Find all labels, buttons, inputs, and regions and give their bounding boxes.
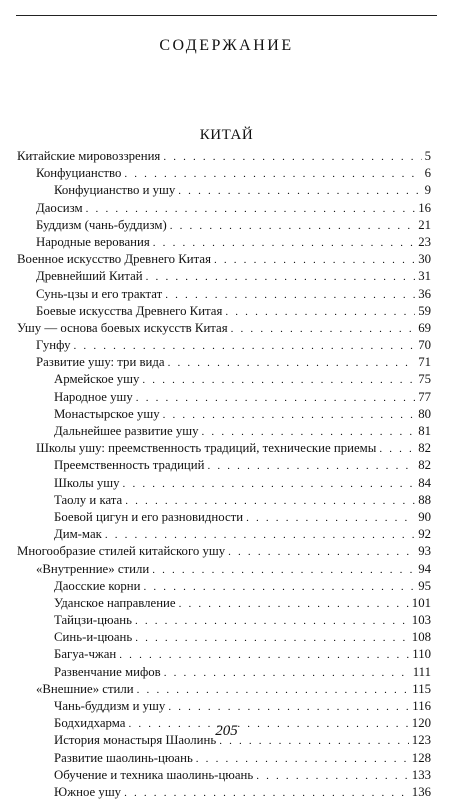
toc-dot-leader bbox=[124, 785, 409, 802]
toc-entry bbox=[17, 200, 431, 217]
toc-entry-title: Конфуцианство и ушу bbox=[54, 183, 176, 198]
toc-entry-title: Развитие шаолинь-цюань bbox=[54, 750, 193, 765]
toc-entry-title: Военное искусство Древнего Китая bbox=[17, 252, 211, 267]
toc-entry-title: Сунь-цзы и его трактат bbox=[36, 286, 163, 301]
toc-entry bbox=[17, 406, 431, 423]
table-of-contents bbox=[17, 148, 431, 801]
toc-dot-leader bbox=[123, 476, 416, 493]
toc-entry bbox=[17, 423, 431, 440]
toc-entry-page: 23 bbox=[418, 234, 431, 249]
toc-entry-page: 94 bbox=[418, 561, 431, 576]
toc-dot-leader bbox=[86, 201, 416, 218]
toc-entry bbox=[17, 595, 431, 612]
toc-dot-leader bbox=[231, 321, 416, 338]
toc-entry-page: 133 bbox=[411, 767, 431, 782]
toc-entry-title: «Внешние» стили bbox=[36, 681, 134, 696]
toc-entry-title: Древнейший Китай bbox=[36, 269, 143, 284]
toc-entry bbox=[17, 286, 431, 303]
toc-entry-title: Народные верования bbox=[36, 234, 150, 249]
toc-entry bbox=[17, 543, 431, 560]
toc-entry-title: Южное ушу bbox=[54, 784, 122, 799]
toc-entry bbox=[17, 698, 431, 715]
toc-entry-title: Буддизм (чань-буддизм) bbox=[36, 217, 167, 232]
toc-entry-title: Синь-и-цюань bbox=[54, 630, 133, 645]
toc-entry bbox=[17, 457, 431, 474]
toc-entry bbox=[17, 354, 431, 371]
toc-entry bbox=[17, 646, 431, 663]
toc-entry-title: Гунфу bbox=[36, 338, 71, 353]
toc-dot-leader bbox=[228, 544, 415, 561]
toc-entry-title: Обучение и техника шаолинь-цюань bbox=[54, 767, 254, 782]
toc-entry bbox=[17, 492, 431, 509]
toc-dot-leader bbox=[144, 579, 416, 596]
toc-entry-page: 80 bbox=[418, 406, 431, 421]
toc-entry-title: Китайские мировоззрения bbox=[17, 149, 161, 163]
toc-dot-leader bbox=[146, 269, 416, 286]
toc-dot-leader bbox=[163, 407, 416, 424]
toc-entry-title: Многообразие стилей китайского ушу bbox=[17, 544, 226, 559]
toc-entry bbox=[17, 750, 431, 767]
toc-entry-page: 92 bbox=[418, 527, 431, 542]
toc-entry-page: 88 bbox=[418, 492, 431, 507]
toc-entry bbox=[17, 303, 431, 320]
toc-entry bbox=[17, 320, 431, 337]
toc-entry-page: 70 bbox=[418, 338, 431, 353]
toc-entry-title: Дальнейшее развитие ушу bbox=[54, 424, 199, 438]
toc-dot-leader bbox=[163, 149, 421, 166]
toc-entry-page: 30 bbox=[418, 252, 431, 267]
toc-dot-leader bbox=[196, 751, 409, 768]
toc-dot-leader bbox=[74, 338, 416, 355]
toc-dot-leader bbox=[246, 510, 415, 527]
toc-dot-leader bbox=[202, 424, 416, 441]
toc-entry-page: 123 bbox=[411, 733, 431, 748]
toc-entry-title: Народное ушу bbox=[54, 389, 133, 404]
toc-entry-title: Школы ушу bbox=[54, 475, 120, 490]
toc-entry-title: Боевой цигун и его разновидности bbox=[54, 509, 244, 524]
toc-dot-leader bbox=[124, 166, 421, 183]
toc-entry-page: 111 bbox=[412, 664, 431, 679]
toc-dot-leader bbox=[256, 768, 409, 785]
toc-entry bbox=[17, 784, 431, 801]
toc-entry bbox=[17, 767, 431, 784]
toc-entry bbox=[17, 509, 431, 526]
toc-dot-leader bbox=[165, 287, 415, 304]
toc-dot-leader bbox=[137, 682, 410, 699]
toc-entry bbox=[17, 612, 431, 629]
toc-entry-title: Преемственность традиций bbox=[54, 458, 205, 473]
toc-entry bbox=[17, 629, 431, 646]
toc-entry-title: Бодхидхарма bbox=[54, 716, 126, 731]
toc-entry-page: 103 bbox=[411, 613, 431, 628]
toc-dot-leader bbox=[119, 647, 409, 664]
toc-dot-leader bbox=[207, 458, 415, 475]
toc-entry-page: 81 bbox=[418, 424, 431, 438]
toc-entry-page: 115 bbox=[412, 681, 431, 696]
toc-dot-leader bbox=[105, 527, 415, 544]
toc-dot-leader bbox=[225, 304, 415, 321]
toc-entry bbox=[17, 234, 431, 251]
toc-entry-title: Школы ушу: преемственность традиций, технические приемы bbox=[36, 441, 377, 456]
toc-entry-title: Дим-мак bbox=[54, 527, 102, 542]
toc-dot-leader bbox=[168, 355, 416, 372]
toc-entry-title: Тайцзи-цюань bbox=[54, 613, 132, 628]
toc-entry-page: 69 bbox=[418, 320, 431, 335]
toc-dot-leader bbox=[136, 390, 415, 407]
toc-entry-page: 101 bbox=[411, 595, 431, 610]
toc-entry-title: Монастырское ушу bbox=[54, 406, 160, 421]
toc-entry-page: 77 bbox=[418, 389, 431, 404]
toc-entry-page: 16 bbox=[418, 200, 431, 215]
toc-entry-title: Развитие ушу: три вида bbox=[36, 355, 165, 370]
toc-entry bbox=[17, 337, 431, 354]
toc-entry-page: 84 bbox=[418, 475, 431, 490]
toc-entry bbox=[17, 526, 431, 543]
toc-entry bbox=[17, 165, 431, 182]
toc-entry-page: 116 bbox=[412, 699, 431, 713]
toc-entry-title: Конфуцианство bbox=[36, 166, 122, 181]
toc-entry-page: 31 bbox=[418, 269, 431, 284]
toc-dot-leader bbox=[179, 596, 409, 613]
toc-entry-title: Армейское ушу bbox=[54, 372, 140, 387]
toc-entry-page: 9 bbox=[424, 183, 431, 198]
toc-entry bbox=[17, 148, 431, 165]
toc-entry-title: Даосизм bbox=[36, 200, 83, 215]
toc-dot-leader bbox=[142, 372, 415, 389]
toc-entry bbox=[17, 217, 431, 234]
toc-entry-page: 136 bbox=[411, 784, 431, 799]
toc-dot-leader bbox=[135, 630, 409, 647]
toc-entry-page: 90 bbox=[418, 509, 431, 524]
toc-entry-page: 108 bbox=[411, 630, 431, 645]
toc-entry-page: 71 bbox=[418, 355, 431, 370]
toc-entry-title: Боевые искусства Древнего Китая bbox=[36, 303, 223, 318]
toc-entry-page: 82 bbox=[418, 458, 431, 473]
section-title: КИТАЙ bbox=[199, 127, 254, 143]
toc-dot-leader bbox=[164, 665, 410, 682]
toc-dot-leader bbox=[135, 613, 409, 630]
toc-entry bbox=[17, 268, 431, 285]
toc-dot-leader bbox=[379, 441, 415, 458]
toc-dot-leader bbox=[214, 252, 415, 269]
toc-entry-title: «Внутренние» стили bbox=[36, 561, 150, 576]
toc-entry-page: 110 bbox=[412, 647, 431, 662]
toc-dot-leader bbox=[152, 562, 415, 579]
toc-entry-page: 21 bbox=[418, 217, 431, 232]
toc-entry-page: 82 bbox=[418, 441, 431, 456]
toc-entry-title: Ушу — основа боевых искусств Китая bbox=[17, 320, 228, 335]
toc-entry bbox=[17, 182, 431, 199]
toc-entry bbox=[17, 475, 431, 492]
toc-dot-leader bbox=[170, 218, 415, 235]
toc-entry-title: Даосские корни bbox=[54, 578, 141, 593]
top-rule bbox=[16, 15, 437, 16]
toc-entry bbox=[17, 389, 431, 406]
toc-entry-page: 5 bbox=[424, 149, 431, 163]
toc-entry-page: 36 bbox=[418, 286, 431, 301]
toc-entry-page: 95 bbox=[418, 578, 431, 593]
toc-dot-leader bbox=[168, 699, 409, 716]
toc-entry bbox=[17, 578, 431, 595]
toc-entry-page: 93 bbox=[418, 544, 431, 559]
toc-entry bbox=[17, 440, 431, 457]
toc-dot-leader bbox=[125, 493, 415, 510]
toc-entry bbox=[17, 561, 431, 578]
toc-entry-page: 6 bbox=[424, 166, 431, 181]
toc-dot-leader bbox=[153, 235, 415, 252]
toc-entry-title: Уданское направление bbox=[54, 595, 176, 610]
toc-entry-title: История монастыря Шаолинь bbox=[54, 733, 217, 748]
toc-entry bbox=[17, 251, 431, 268]
toc-entry-page: 120 bbox=[411, 716, 431, 731]
toc-entry-page: 128 bbox=[411, 750, 431, 765]
toc-entry bbox=[17, 664, 431, 681]
toc-entry-title: Багуа-чжан bbox=[54, 647, 117, 662]
toc-entry-title: Развенчание мифов bbox=[54, 664, 161, 679]
page-heading: СОДЕРЖАНИЕ bbox=[159, 37, 294, 54]
page-number: 205 bbox=[215, 723, 238, 739]
toc-entry bbox=[17, 681, 431, 698]
toc-entry-page: 75 bbox=[418, 372, 431, 387]
toc-entry bbox=[17, 371, 431, 388]
toc-dot-leader bbox=[178, 183, 421, 200]
toc-entry-title: Чань-буддизм и ушу bbox=[54, 699, 166, 713]
toc-entry-title: Таолу и ката bbox=[54, 492, 123, 507]
toc-entry-page: 59 bbox=[418, 303, 431, 318]
